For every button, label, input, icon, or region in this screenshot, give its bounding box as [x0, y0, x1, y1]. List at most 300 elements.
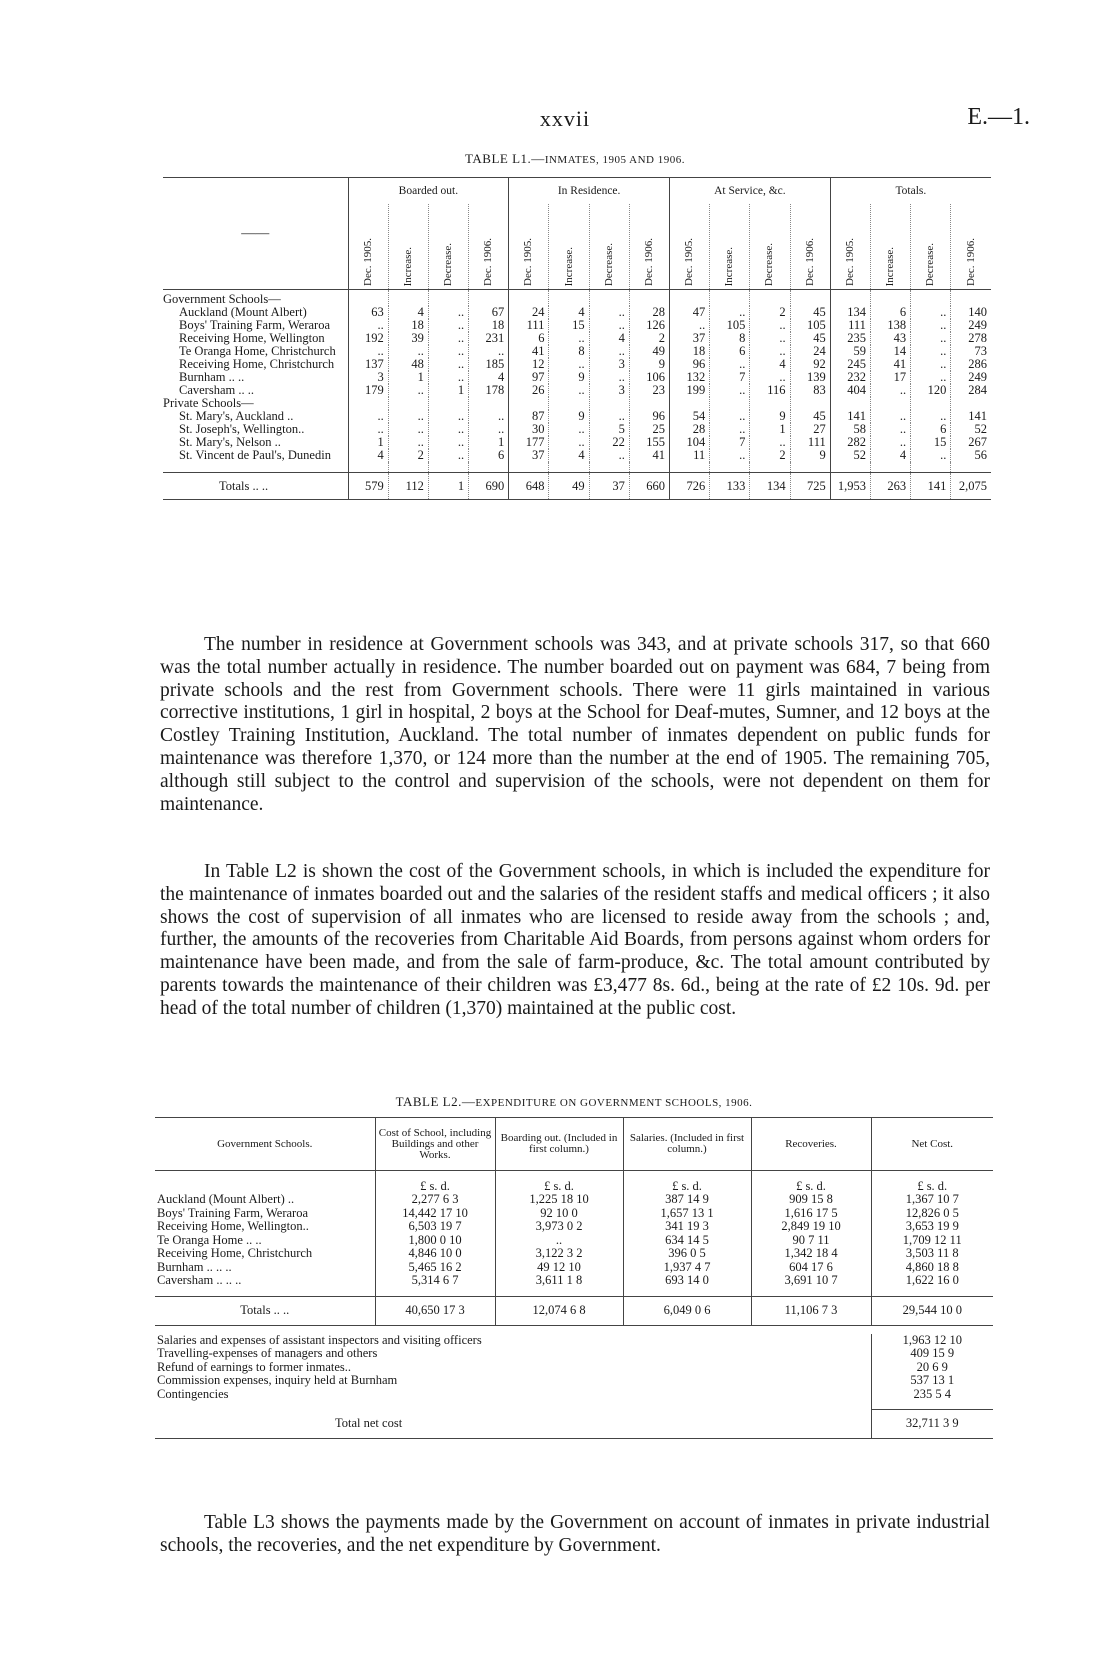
table-l1-subhead-label: Dec. 1905.: [683, 238, 696, 286]
table-l2-cell: 634 14 5: [623, 1234, 751, 1248]
table-l1-cell: 30: [509, 423, 549, 436]
table-l1-cell: ..: [589, 345, 629, 358]
table-l1-cell: ..: [750, 436, 790, 449]
table-l1-cell: 6: [911, 423, 951, 436]
table-l2-row-label: Caversham .. .. ..: [157, 1273, 242, 1287]
table-l1-cell: ..: [428, 345, 468, 358]
table-l2-cell: 1,342 18 4: [751, 1247, 871, 1261]
table-l1-cell: 27: [790, 423, 830, 436]
table-l1-cell: 52: [830, 449, 870, 462]
table-l1-spacer-cell: [549, 462, 589, 473]
table-l1-spacer-cell: [469, 462, 509, 473]
table-l2-cell: 5,314 6 7: [375, 1274, 495, 1288]
table-l1-cell: 235: [830, 332, 870, 345]
table-l1-cell: 96: [629, 410, 669, 423]
table-l1-total-cell: 141: [911, 473, 951, 500]
table-l1-cell: ..: [348, 345, 388, 358]
table-l1-row-label: Receiving Home, Christchurch: [179, 357, 335, 371]
table-l1-spacer-cell: [951, 462, 991, 473]
table-l1-cell: 185: [469, 358, 509, 371]
table-l1-cell: 8: [710, 332, 750, 345]
table-l1-cell: 4: [750, 358, 790, 371]
table-l1-cell: 3: [589, 384, 629, 397]
table-l1-cell: 4: [469, 371, 509, 384]
table-l1-cell: ..: [870, 384, 910, 397]
table-l2-extra-value: 409 15 9: [871, 1347, 993, 1361]
table-l2-units: £ s. d.: [751, 1171, 871, 1194]
table-l1-row-label: Government Schools—: [163, 292, 281, 306]
table-l2-cell: 3,503 11 8: [871, 1247, 993, 1261]
table-l1-spacer-cell: [830, 462, 870, 473]
table-l1-cell: 192: [348, 332, 388, 345]
table-l1-cell: 87: [509, 410, 549, 423]
table-l1-row-label: St. Mary's, Nelson ..: [179, 435, 281, 449]
table-l1-spacer-cell: [629, 462, 669, 473]
table-l2-row-label: Boys' Training Farm, Weraroa: [157, 1205, 309, 1220]
table-l1-cell: 286: [951, 358, 991, 371]
table-l1-cell: ..: [589, 410, 629, 423]
table-l1-row-label: St. Joseph's, Wellington..: [179, 422, 305, 436]
table-l1-row-label: Auckland (Mount Albert): [179, 305, 307, 319]
table-l1-row-label: St. Mary's, Auckland ..: [179, 409, 294, 423]
table-l1-total-cell: 1,953: [830, 473, 870, 500]
table-l1-total-cell: 1: [428, 473, 468, 500]
paragraph-1: The number in residence at Government schools was 343, and at private schools 317, so that 660 was the total number actually in residence. The number boarded out on payment was 684, 7 being from private schools and the rest from Government schools. There were 11 girls maintained in various corrective institutions, 1 girl in hospital, 2 boys at the School for Deaf-mutes, Sumner, and 12 boys at the Costley Training Institution, Auckland. The total number of inmates dependent on public funds for maintenance was therefore 1,370, or 124 more than the number at the end of 1905. The remaining 705, although still subject to the control and supervision of the schools, were not dependent on them for maintenance.: [160, 634, 990, 815]
table-l1-cell: 245: [830, 358, 870, 371]
table-l1-row-label: Receiving Home, Wellington: [179, 331, 325, 345]
table-l2-spacer-cell: [155, 1288, 375, 1297]
table-l1-subhead: [790, 204, 830, 290]
table-l2-header-cell: Recoveries.: [751, 1118, 871, 1171]
table-l1-cell: 3: [589, 358, 629, 371]
table-l2-extra-value: 537 13 1: [871, 1374, 993, 1388]
table-l2-cell: 3,973 0 2: [495, 1220, 623, 1234]
table-l1-cell: 155: [629, 436, 669, 449]
table-l1-cell: ..: [750, 371, 790, 384]
table-l1-cell: 134: [830, 306, 870, 319]
table-l1-cell: 6: [469, 449, 509, 462]
table-l2-spacer: [155, 1288, 993, 1297]
table-l1-cell: ..: [911, 345, 951, 358]
table-l1-cell: 2: [629, 332, 669, 345]
table-l2-units: £ s. d.: [375, 1171, 495, 1194]
table-l1-subhead: [870, 204, 910, 290]
table-l2-cell: 3,122 3 2: [495, 1247, 623, 1261]
table-l1-cell: [790, 290, 830, 307]
table-l1-total-cell: 726: [670, 473, 710, 500]
group-at-service: At Service, &c.: [670, 178, 831, 205]
table-l1-cell: ..: [388, 436, 428, 449]
table-l1-cell: ..: [911, 332, 951, 345]
table-l2-spacer: [155, 1401, 993, 1409]
table-l1-cell: 1: [469, 436, 509, 449]
table-l1-cell: 39: [388, 332, 428, 345]
table-l1-cell: ..: [710, 449, 750, 462]
table-l1-cell: 404: [830, 384, 870, 397]
table-l1-cell: ..: [388, 410, 428, 423]
table-l2-spacer-cell: [623, 1288, 751, 1297]
table-l1-total-cell: 133: [710, 473, 750, 500]
table-l1-cell: 6: [870, 306, 910, 319]
table-l1-cell: 73: [951, 345, 991, 358]
table-l2-extra-label: Refund of earnings to former inmates..: [157, 1359, 352, 1374]
table-l2-extra-label: Salaries and expenses of assistant inspectors and visiting officers: [157, 1332, 482, 1347]
table-l1-cell: 45: [790, 410, 830, 423]
table-l1-cell: 58: [830, 423, 870, 436]
table-l1-cell: 106: [629, 371, 669, 384]
table-l1-cell: 111: [830, 319, 870, 332]
table-l1-cell: [750, 290, 790, 307]
table-l1-cell: 54: [670, 410, 710, 423]
table-l2-cell: 396 0 5: [623, 1247, 751, 1261]
table-l2-units: £ s. d.: [623, 1171, 751, 1194]
table-l2-cell: 341 19 3: [623, 1220, 751, 1234]
table-l2-cell: 4,846 10 0: [375, 1247, 495, 1261]
table-l1-cell: 278: [951, 332, 991, 345]
table-l1-cell: [710, 290, 750, 307]
table-l1-row-label: Private Schools—: [163, 396, 254, 410]
table-l2-extra-value: 1,963 12 10: [871, 1334, 993, 1348]
table-l1-subhead-label: Decrease.: [602, 242, 615, 286]
table-l1-cell: ..: [911, 410, 951, 423]
table-l1-cell: 105: [710, 319, 750, 332]
table-l1-spacer-cell: [870, 462, 910, 473]
table-l1-cell: 199: [670, 384, 710, 397]
table-l2-title-rest: EXPENDITURE ON GOVERNMENT SCHOOLS, 1906.: [475, 1097, 753, 1109]
table-l1-row-label: Te Oranga Home, Christchurch: [179, 344, 336, 358]
table-l2-cell: 1,225 18 10: [495, 1193, 623, 1207]
table-l1-cell: 4: [870, 449, 910, 462]
table-l1-row: [163, 371, 991, 384]
table-l1-cell: 52: [951, 423, 991, 436]
table-l1-cell: 7: [710, 371, 750, 384]
table-l1-subhead: [388, 204, 428, 290]
table-l1-cell: ..: [911, 358, 951, 371]
table-l1-subhead-label: Increase.: [884, 246, 897, 286]
table-l1-cell: 49: [629, 345, 669, 358]
table-l1-row: [163, 423, 991, 436]
table-l1-cell: 26: [509, 384, 549, 397]
table-l1-cell: 8: [549, 345, 589, 358]
table-l1-cell: ..: [549, 358, 589, 371]
table-l1-cell: 1: [750, 423, 790, 436]
table-l1-subhead: [670, 204, 710, 290]
table-l1-cell: [911, 290, 951, 307]
table-l1-cell: 9: [549, 410, 589, 423]
table-l1-subhead-label: Dec. 1906.: [482, 238, 495, 286]
table-l1-cell: 6: [710, 345, 750, 358]
table-l1-cell: 4: [549, 306, 589, 319]
table-l1-cell: 284: [951, 384, 991, 397]
table-l1-cell: ..: [870, 423, 910, 436]
table-l1-cell: ..: [710, 423, 750, 436]
table-l1-cell: 18: [388, 319, 428, 332]
table-l1-cell: 1: [428, 384, 468, 397]
table-l1-cell: 111: [509, 319, 549, 332]
table-l1-total-cell: 2,075: [951, 473, 991, 500]
table-l1-cell: 139: [790, 371, 830, 384]
table-l2-row: [155, 1234, 993, 1248]
table-l1-subhead: [710, 204, 750, 290]
table-l1-cell: 2: [750, 449, 790, 462]
table-l1-subhead: [589, 204, 629, 290]
table-l2-row: [155, 1274, 993, 1288]
table-l1-cell: 45: [790, 332, 830, 345]
table-l1-cell: [830, 290, 870, 307]
table-l2-row-label: Receiving Home, Wellington..: [157, 1219, 309, 1233]
table-l1-cell: ..: [710, 306, 750, 319]
table-l2-cell: 1,800 0 10: [375, 1234, 495, 1248]
table-l2-header-cell: Cost of School, including Buildings and other Works.: [375, 1118, 495, 1171]
table-l1-spacer-cell: [509, 462, 549, 473]
table-l2-total-cell: 6,049 0 6: [623, 1296, 751, 1325]
table-l1-cell: ..: [750, 332, 790, 345]
table-l1-cell: ..: [549, 384, 589, 397]
table-l1-row-label: Caversham .. ..: [179, 383, 254, 397]
table-l1-cell: 104: [670, 436, 710, 449]
table-l1-cell: 48: [388, 358, 428, 371]
table-l1-total-cell: 579: [348, 473, 388, 500]
table-l2-cell: 2,849 19 10: [751, 1220, 871, 1234]
table-l1-cell: 4: [589, 332, 629, 345]
table-l2-cell: ..: [495, 1234, 623, 1248]
table-l1-subhead: [830, 204, 870, 290]
table-l2-row: [155, 1220, 993, 1234]
table-l1-cell: 23: [629, 384, 669, 397]
table-l1-subhead: [549, 204, 589, 290]
paragraph-3: Table L3 shows the payments made by the Government on account of inmates in private industrial schools, the recoveries, and the net expenditure by Government.: [160, 1512, 990, 1556]
table-l1-totals-label: Totals .. ..: [163, 473, 348, 500]
table-l2-cell: 1,657 13 1: [623, 1207, 751, 1221]
table-l1-spacer-cell: [911, 462, 951, 473]
table-l2-cell: 3,653 19 9: [871, 1220, 993, 1234]
table-l2-total-cell: 29,544 10 0: [871, 1296, 993, 1325]
table-l2-cell: 1,937 4 7: [623, 1261, 751, 1275]
table-l1-cell: ..: [428, 436, 468, 449]
table-l2-spacer-cell: [375, 1288, 495, 1297]
group-in-residence: In Residence.: [509, 178, 670, 205]
table-l1-cell: ..: [589, 449, 629, 462]
table-l1-subhead: [509, 204, 549, 290]
table-l1-cell: ..: [710, 384, 750, 397]
table-l2-spacer-cell: [871, 1288, 993, 1297]
table-l1-cell: 179: [348, 384, 388, 397]
table-l1-cell: ..: [469, 345, 509, 358]
table-l2-extra-label: Commission expenses, inquiry held at Burnham: [157, 1373, 398, 1387]
table-l1-cell: 105: [790, 319, 830, 332]
table-l1-cell: 4: [348, 449, 388, 462]
table-l1-cell: 9: [629, 358, 669, 371]
table-l2-units: £ s. d.: [871, 1171, 993, 1194]
table-l1-cell: [509, 290, 549, 307]
table-l1-row: [163, 358, 991, 371]
table-l1-cell: ..: [870, 410, 910, 423]
page-number: xxvii: [539, 106, 591, 131]
table-l1-cell: ..: [911, 371, 951, 384]
table-l1-cell: 231: [469, 332, 509, 345]
table-l2-totals-row: [155, 1296, 993, 1325]
table-l1-subhead: [951, 204, 991, 290]
table-l1-subhead-label: Decrease.: [763, 242, 776, 286]
table-l1-cell: ..: [750, 319, 790, 332]
table-l1-cell: ..: [348, 319, 388, 332]
table-l1-cell: 15: [549, 319, 589, 332]
table-l2-extra-row: [155, 1334, 993, 1348]
table-l1-cell: 37: [670, 332, 710, 345]
table-l1-cell: 92: [790, 358, 830, 371]
table-l2-row-label: Auckland (Mount Albert) ..: [157, 1192, 295, 1206]
table-l2-units: £ s. d.: [495, 1171, 623, 1194]
group-totals: Totals.: [830, 178, 991, 205]
table-l1-cell: ..: [388, 423, 428, 436]
table-l2-spacer-cell: [871, 1401, 993, 1409]
table-l1-cell: ..: [589, 319, 629, 332]
table-l1-cell: 43: [870, 332, 910, 345]
table-l1-title: TABLE L1.—INMATES, 1905 AND 1906.: [465, 151, 685, 166]
table-l1-title-rest: INMATES, 1905 AND 1906.: [544, 154, 685, 166]
table-l1-cell: ..: [549, 423, 589, 436]
table-l2-extra-row: [155, 1347, 993, 1361]
table-l1-cell: 9: [790, 449, 830, 462]
table-l1-cell: 4: [388, 306, 428, 319]
table-l1-cell: 141: [830, 410, 870, 423]
table-l2-header-cell: Government Schools.: [155, 1118, 375, 1171]
table-l1-spacer-cell: [388, 462, 428, 473]
table-l1-row: [163, 449, 991, 462]
paragraph-2: In Table L2 is shown the cost of the Government schools, in which is included the expenditure for the maintenance of inmates boarded out and the salaries of the resident staffs and medical officers ; it also shows the cost of supervision of all inmates who are licensed to reside away from the schools ; and, further, the amounts of the recoveries from Charitable Aid Boards, from persons against whom orders for maintenance have been made, and from the sale of farm-produce, &c. The total amount contributed by parents towards the maintenance of their children was £3,477 8s. 6d., being at the rate of £2 10s. 9d. per head of the total number of children (1,370) maintained at the public cost.: [160, 861, 990, 1019]
table-l1-cell: 41: [870, 358, 910, 371]
table-l1-spacer-cell: [670, 462, 710, 473]
table-l1-subhead-label: Dec. 1905.: [843, 238, 856, 286]
table-l1-cell: 37: [509, 449, 549, 462]
table-l1-cell: ..: [911, 449, 951, 462]
table-l1-subhead-label: Increase.: [401, 246, 414, 286]
table-l2-total-net-row: [155, 1409, 993, 1438]
table-l1-cell: 17: [870, 371, 910, 384]
table-l2-cell: 604 17 6: [751, 1261, 871, 1275]
table-l1-cell: 178: [469, 384, 509, 397]
table-l1-cell: ..: [428, 410, 468, 423]
table-l1-cell: 24: [509, 306, 549, 319]
table-l2-cell: 3,611 1 8: [495, 1274, 623, 1288]
table-l2: [155, 1117, 993, 1439]
table-l1-cell: 28: [629, 306, 669, 319]
table-l1-cell: 141: [951, 410, 991, 423]
table-l1-totals-row: [163, 473, 991, 500]
table-l1-cell: ..: [589, 306, 629, 319]
table-l1-cell: 2: [388, 449, 428, 462]
table-l2-title: TABLE L2.—EXPENDITURE ON GOVERNMENT SCHOOLS, 1906.: [395, 1094, 753, 1109]
table-l1-subhead: [911, 204, 951, 290]
table-l1-cell: 41: [629, 449, 669, 462]
table-l1-cell: 56: [951, 449, 991, 462]
table-l1-cell: 18: [670, 345, 710, 358]
table-l1-cell: 14: [870, 345, 910, 358]
table-l1-cell: 28: [670, 423, 710, 436]
table-l1-cell: ..: [348, 410, 388, 423]
table-l1-body: [163, 290, 991, 500]
table-l1-cell: 1: [388, 371, 428, 384]
table-l2-units-blank: [155, 1171, 375, 1194]
table-l1-spacer: [163, 462, 991, 473]
table-l1-cell: 9: [549, 371, 589, 384]
table-l1-cell: 9: [750, 410, 790, 423]
table-l1-cell: ..: [428, 332, 468, 345]
table-l1-cell: 7: [710, 436, 750, 449]
table-l2-totals-label: Totals .. ..: [155, 1296, 375, 1325]
table-l1-group-header: [163, 178, 991, 205]
table-l2-spacer-cell: [751, 1288, 871, 1297]
table-l1-subhead: [469, 204, 509, 290]
table-l1-cell: 15: [911, 436, 951, 449]
table-l1-spacer-cell: [589, 462, 629, 473]
table-l1-cell: ..: [428, 449, 468, 462]
table-l1-subhead-label: Dec. 1906.: [964, 238, 977, 286]
table-l1-subhead-label: Dec. 1905.: [522, 238, 535, 286]
table-l2-row: [155, 1261, 993, 1275]
table-l2-cell: 1,622 16 0: [871, 1274, 993, 1288]
table-l1-total-cell: 49: [549, 473, 589, 500]
table-l2-cell: 909 15 8: [751, 1193, 871, 1207]
table-l1-subhead-label: Dec. 1905.: [361, 238, 374, 286]
table-l1-total-cell: 134: [750, 473, 790, 500]
table-l1-subhead: [428, 204, 468, 290]
table-l1-row-label: St. Vincent de Paul's, Dunedin: [179, 448, 331, 462]
table-l1-cell: 5: [589, 423, 629, 436]
table-l1-cell: [629, 290, 669, 307]
table-l1-cell: 120: [911, 384, 951, 397]
table-l1-cell: 4: [549, 449, 589, 462]
table-l1-cell: ..: [428, 423, 468, 436]
table-l2-cell: 1,616 17 5: [751, 1207, 871, 1221]
table-l1-total-cell: 648: [509, 473, 549, 500]
table-l1-cell: ..: [549, 332, 589, 345]
table-l2-cell: 1,367 10 7: [871, 1193, 993, 1207]
table-l2-total-net-label: Total net cost: [155, 1409, 871, 1438]
table-l2-cell: 2,277 6 3: [375, 1193, 495, 1207]
table-l1-spacer-cell: [163, 462, 348, 473]
table-l1-cell: 177: [509, 436, 549, 449]
table-l1-spacer-cell: [428, 462, 468, 473]
table-l1-cell: 41: [509, 345, 549, 358]
table-l1-cell: 249: [951, 371, 991, 384]
table-l1-total-cell: 263: [870, 473, 910, 500]
table-l1-cell: ..: [670, 319, 710, 332]
table-l1-subhead: [750, 204, 790, 290]
table-l2-row-label: Te Oranga Home .. ..: [157, 1232, 262, 1247]
table-l1-row-label: Boys' Training Farm, Weraroa: [179, 318, 331, 332]
table-l1-subhead-label: Increase.: [562, 246, 575, 286]
table-l1-cell: ..: [428, 319, 468, 332]
table-l1-total-cell: 660: [629, 473, 669, 500]
table-l1-cell: [870, 290, 910, 307]
table-l1-cell: [428, 290, 468, 307]
table-l2-cell: 12,826 0 5: [871, 1207, 993, 1221]
table-l2-cell: 90 7 11: [751, 1234, 871, 1248]
table-l2-row: [155, 1207, 993, 1221]
table-l1-cell: 12: [509, 358, 549, 371]
table-l1-cell: ..: [911, 319, 951, 332]
table-l1-cell: ..: [388, 384, 428, 397]
table-l1-cell: [670, 290, 710, 307]
table-l2-cell: 92 10 0: [495, 1207, 623, 1221]
table-l1-cell: 25: [629, 423, 669, 436]
table-l1-cell: [348, 290, 388, 307]
table-l2-body: [155, 1171, 993, 1439]
table-l1-corner: ——: [163, 178, 348, 290]
series-code: E.—1.: [967, 104, 1030, 130]
table-l1-cell: ..: [428, 358, 468, 371]
